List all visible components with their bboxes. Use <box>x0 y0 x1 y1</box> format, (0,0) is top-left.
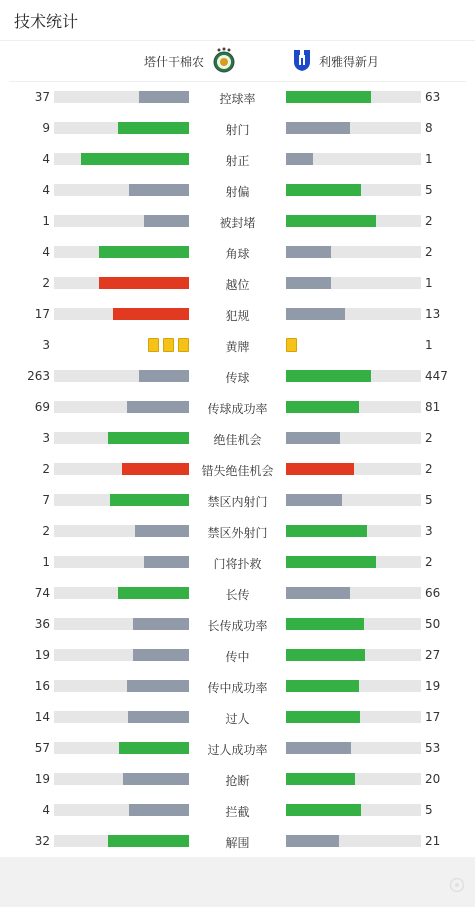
away-value: 27 <box>425 648 441 662</box>
home-yellow-cards <box>148 338 189 352</box>
away-bar <box>286 773 355 785</box>
away-bar-track <box>286 773 421 785</box>
home-team-logo-icon <box>212 47 236 76</box>
away-value: 53 <box>425 741 441 755</box>
home-bar-track <box>54 742 189 754</box>
stat-row <box>0 640 475 671</box>
home-value: 9 <box>42 121 50 135</box>
home-bar <box>99 246 189 258</box>
away-value: 81 <box>425 400 441 414</box>
home-bar <box>99 277 189 289</box>
home-value: 74 <box>34 586 50 600</box>
home-value: 69 <box>34 400 50 414</box>
home-value: 36 <box>34 617 50 631</box>
away-value: 1 <box>425 276 433 290</box>
stat-row <box>0 609 475 640</box>
away-bar-track <box>286 835 421 847</box>
home-bar-track <box>54 587 189 599</box>
page-title: 技术统计 <box>14 11 79 31</box>
home-bar-track <box>54 401 189 413</box>
home-value: 4 <box>42 803 50 817</box>
away-bar <box>286 618 364 630</box>
away-bar-track <box>286 742 421 754</box>
stat-label: 过人 <box>225 712 250 726</box>
watermark <box>449 877 465 897</box>
home-bar <box>135 525 189 537</box>
home-bar <box>118 587 189 599</box>
away-bar <box>286 463 354 475</box>
home-bar-track <box>54 215 189 227</box>
away-bar-track <box>286 370 421 382</box>
away-bar-track <box>286 215 421 227</box>
home-team-name: 塔什干棉农 <box>143 54 204 69</box>
home-bar <box>122 463 190 475</box>
away-bar <box>286 494 342 506</box>
home-bar-track <box>54 525 189 537</box>
yellow-card-icon <box>148 338 159 352</box>
teams-header <box>9 41 466 82</box>
home-bar-track <box>54 649 189 661</box>
home-value: 17 <box>34 307 50 321</box>
home-bar <box>139 370 189 382</box>
away-bar <box>286 742 351 754</box>
home-bar <box>123 773 189 785</box>
away-bar-track <box>286 804 421 816</box>
stat-label: 被封堵 <box>219 216 256 230</box>
stat-row <box>0 144 475 175</box>
away-value: 447 <box>425 369 448 383</box>
stat-label: 禁区内射门 <box>207 495 268 509</box>
yellow-card-icon <box>178 338 189 352</box>
stat-row <box>0 175 475 206</box>
stat-row <box>0 392 475 423</box>
away-value: 63 <box>425 90 441 104</box>
stat-label: 犯规 <box>225 309 250 323</box>
home-value: 4 <box>42 183 50 197</box>
stat-label: 传球 <box>225 371 250 385</box>
stat-row <box>0 826 475 857</box>
away-bar <box>286 91 371 103</box>
stat-label: 绝佳机会 <box>213 433 262 447</box>
home-bar <box>119 742 189 754</box>
away-bar <box>286 370 371 382</box>
stat-label: 传中 <box>225 650 250 664</box>
stat-row <box>0 454 475 485</box>
away-bar <box>286 835 339 847</box>
stat-label: 解围 <box>225 836 250 850</box>
home-value: 263 <box>27 369 50 383</box>
away-bar-track <box>286 463 421 475</box>
away-bar <box>286 649 365 661</box>
home-value: 37 <box>34 90 50 104</box>
away-bar <box>286 711 360 723</box>
away-bar-track <box>286 556 421 568</box>
away-bar <box>286 587 350 599</box>
stat-row <box>0 733 475 764</box>
home-bar <box>133 649 189 661</box>
stat-row <box>0 237 475 268</box>
stat-label: 长传 <box>225 588 250 602</box>
home-bar <box>144 556 189 568</box>
stat-label: 长传成功率 <box>207 619 268 633</box>
home-team[interactable] <box>144 41 236 81</box>
home-value: 32 <box>34 834 50 848</box>
home-bar-track <box>54 246 189 258</box>
home-bar-track <box>54 370 189 382</box>
stat-row <box>0 299 475 330</box>
home-bar <box>133 618 190 630</box>
away-bar-track <box>286 246 421 258</box>
away-value: 1 <box>425 338 433 352</box>
home-value: 2 <box>42 276 50 290</box>
stat-label: 射门 <box>225 123 250 137</box>
away-bar-track <box>286 308 421 320</box>
away-value: 2 <box>425 214 433 228</box>
home-value: 19 <box>34 648 50 662</box>
away-value: 17 <box>425 710 441 724</box>
stat-row <box>0 795 475 826</box>
away-bar-track <box>286 432 421 444</box>
away-value: 5 <box>425 803 433 817</box>
home-bar-track <box>54 153 189 165</box>
away-value: 13 <box>425 307 441 321</box>
home-value: 3 <box>42 338 50 352</box>
away-bar-track <box>286 618 421 630</box>
home-bar-track <box>54 835 189 847</box>
stat-label: 射偏 <box>225 185 250 199</box>
home-bar <box>139 91 189 103</box>
away-value: 5 <box>425 183 433 197</box>
home-bar-track <box>54 494 189 506</box>
stats-list <box>0 82 475 857</box>
away-value: 3 <box>425 524 433 538</box>
stat-label: 过人成功率 <box>207 743 268 757</box>
away-bar-track <box>286 91 421 103</box>
stat-row <box>0 547 475 578</box>
away-team-name: 利雅得新月 <box>319 54 380 69</box>
home-value: 7 <box>42 493 50 507</box>
away-bar-track <box>286 184 421 196</box>
away-value: 2 <box>425 462 433 476</box>
home-bar-track <box>54 680 189 692</box>
away-bar <box>286 122 350 134</box>
away-bar <box>286 680 359 692</box>
away-value: 2 <box>425 555 433 569</box>
stat-label: 控球率 <box>219 92 256 106</box>
stat-row <box>0 671 475 702</box>
home-bar-track <box>54 277 189 289</box>
home-bar <box>118 122 189 134</box>
home-value: 1 <box>42 214 50 228</box>
home-bar-track <box>54 122 189 134</box>
away-value: 2 <box>425 245 433 259</box>
away-team-logo-icon <box>291 47 313 76</box>
home-value: 14 <box>34 710 50 724</box>
home-bar-track <box>54 804 189 816</box>
away-bar-track <box>286 153 421 165</box>
stat-row <box>0 423 475 454</box>
home-bar-track <box>54 184 189 196</box>
away-bar <box>286 308 345 320</box>
stat-label: 传球成功率 <box>207 402 268 416</box>
stat-row <box>0 361 475 392</box>
away-value: 19 <box>425 679 441 693</box>
stat-label: 抢断 <box>225 774 250 788</box>
yellow-card-icon <box>286 338 297 352</box>
home-bar <box>108 432 189 444</box>
stat-row <box>0 268 475 299</box>
home-bar-track <box>54 618 189 630</box>
away-value: 20 <box>425 772 441 786</box>
home-bar <box>110 494 189 506</box>
stat-row <box>0 578 475 609</box>
footer <box>0 857 475 907</box>
home-bar-track <box>54 432 189 444</box>
away-bar <box>286 804 361 816</box>
away-bar-track <box>286 525 421 537</box>
home-bar <box>128 711 189 723</box>
away-bar-track <box>286 649 421 661</box>
away-yellow-cards <box>286 338 297 352</box>
home-bar <box>144 215 189 227</box>
watermark-logo-icon <box>449 877 465 897</box>
away-value: 5 <box>425 493 433 507</box>
away-bar-track <box>286 122 421 134</box>
away-team[interactable] <box>291 41 379 81</box>
stat-row <box>0 206 475 237</box>
away-value: 1 <box>425 152 433 166</box>
home-bar <box>113 308 190 320</box>
home-value: 19 <box>34 772 50 786</box>
home-bar <box>129 184 189 196</box>
home-bar <box>108 835 190 847</box>
home-bar-track <box>54 556 189 568</box>
home-bar-track <box>54 773 189 785</box>
stat-row <box>0 702 475 733</box>
home-value: 16 <box>34 679 50 693</box>
home-value: 2 <box>42 462 50 476</box>
home-bar <box>81 153 189 165</box>
away-value: 8 <box>425 121 433 135</box>
away-bar-track <box>286 587 421 599</box>
home-bar-track <box>54 308 189 320</box>
away-bar <box>286 184 361 196</box>
away-bar <box>286 246 331 258</box>
home-bar-track <box>54 91 189 103</box>
away-bar <box>286 401 359 413</box>
away-bar-track <box>286 401 421 413</box>
yellow-card-icon <box>163 338 174 352</box>
away-bar-track <box>286 711 421 723</box>
home-bar <box>127 680 189 692</box>
home-bar <box>127 401 189 413</box>
home-value: 3 <box>42 431 50 445</box>
home-value: 1 <box>42 555 50 569</box>
stat-row <box>0 330 475 361</box>
stat-label: 门将扑救 <box>213 557 262 571</box>
stat-label: 角球 <box>225 247 250 261</box>
stat-label: 黄牌 <box>225 340 250 354</box>
away-bar <box>286 153 313 165</box>
stat-label: 拦截 <box>225 805 250 819</box>
stat-label: 错失绝佳机会 <box>201 464 274 478</box>
away-bar <box>286 215 376 227</box>
stat-label: 越位 <box>225 278 250 292</box>
away-bar-track <box>286 277 421 289</box>
away-bar-track <box>286 680 421 692</box>
stat-row <box>0 516 475 547</box>
away-bar <box>286 432 340 444</box>
away-value: 21 <box>425 834 441 848</box>
away-value: 2 <box>425 431 433 445</box>
home-value: 2 <box>42 524 50 538</box>
stat-label: 射正 <box>225 154 250 168</box>
stat-label: 禁区外射门 <box>207 526 268 540</box>
away-bar <box>286 277 331 289</box>
away-value: 66 <box>425 586 441 600</box>
away-value: 50 <box>425 617 441 631</box>
away-bar <box>286 556 376 568</box>
stat-row <box>0 82 475 113</box>
stat-row <box>0 764 475 795</box>
stat-label: 传中成功率 <box>207 681 268 695</box>
home-value: 57 <box>34 741 50 755</box>
away-bar-track <box>286 494 421 506</box>
page-title-bar <box>0 0 475 41</box>
stat-row <box>0 113 475 144</box>
away-bar <box>286 525 367 537</box>
home-value: 4 <box>42 152 50 166</box>
home-value: 4 <box>42 245 50 259</box>
stat-row <box>0 485 475 516</box>
home-bar-track <box>54 463 189 475</box>
home-bar-track <box>54 711 189 723</box>
home-bar <box>129 804 189 816</box>
